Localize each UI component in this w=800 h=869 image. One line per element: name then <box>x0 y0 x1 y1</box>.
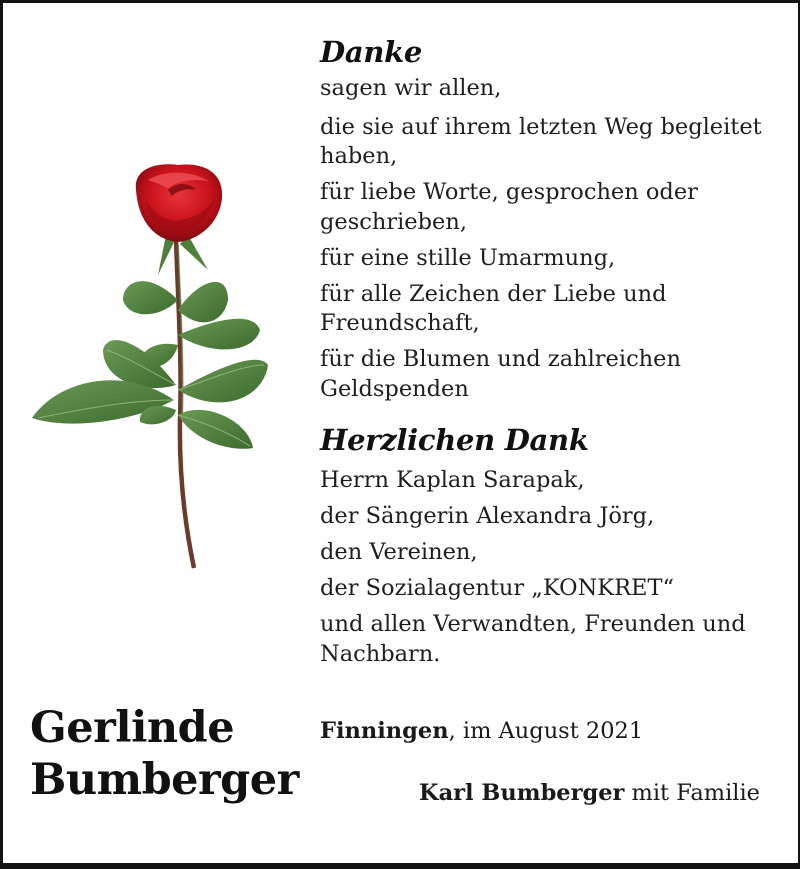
recipient-line: Herrn Kaplan Sarapak, <box>320 467 585 493</box>
recipient-line: und allen Verwandten, Freunden und <box>320 611 746 637</box>
place-name: Finningen <box>320 718 449 744</box>
text-column <box>320 32 780 669</box>
thanks-line: geschrieben, <box>320 208 467 235</box>
intro-line: sagen wir allen, <box>320 75 502 101</box>
deceased-name <box>30 702 299 806</box>
date-text: , im August 2021 <box>448 718 644 744</box>
thanks-line: die sie auf ihrem letzten Weg begleitet <box>320 113 762 140</box>
recipient-line: der Sozialagentur „KONKRET“ <box>320 575 674 601</box>
deceased-last-name: Bumberger <box>30 755 299 805</box>
thanks-line: für die Blumen und zahlreichen <box>320 346 681 372</box>
thanks-line: für eine stille Umarmung, <box>320 244 616 271</box>
signature <box>419 778 760 808</box>
thanks-line: Freundschaft, <box>320 310 480 336</box>
thanks-line: haben, <box>320 143 398 169</box>
thanks-line: für alle Zeichen der Liebe und <box>320 280 667 307</box>
thanks-line: Geldspenden <box>320 375 469 402</box>
place-date <box>320 716 643 746</box>
heading-danke: Danke <box>320 35 423 69</box>
signer-name: Karl Bumberger <box>419 780 625 806</box>
deceased-first-name: Gerlinde <box>30 703 235 753</box>
thanks-line: für liebe Worte, gesprochen oder <box>320 179 698 205</box>
signer-suffix: mit Familie <box>624 780 760 806</box>
heading-herzlichen-dank: Herzlichen Dank <box>320 423 589 457</box>
recipient-line: Nachbarn. <box>320 640 441 667</box>
recipient-line: der Sängerin Alexandra Jörg, <box>320 503 655 529</box>
rose-icon <box>28 160 278 575</box>
recipient-line: den Vereinen, <box>320 539 478 565</box>
